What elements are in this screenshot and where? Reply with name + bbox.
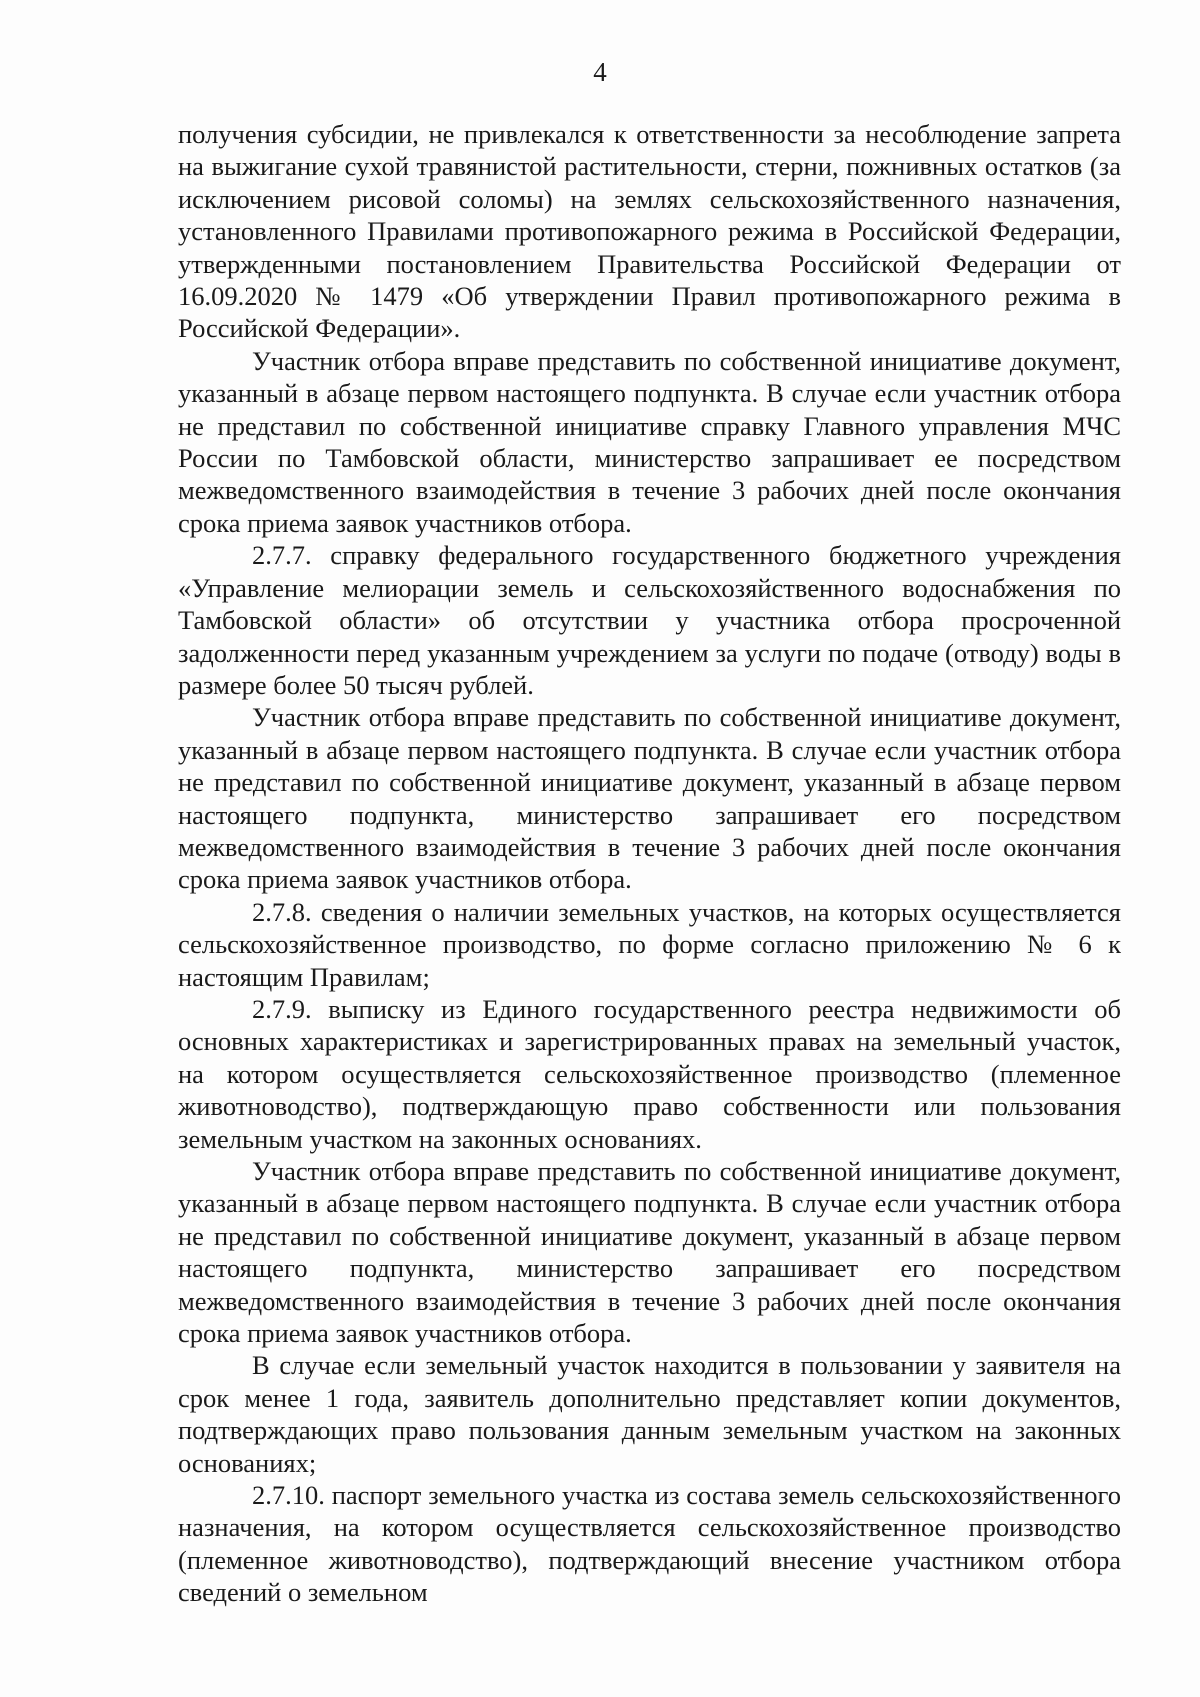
paragraph-participant-right-2: Участник отбора вправе представить по собственной инициативе документ, указанный в абзаце первом настоящего подпункта. В случае если участник отбора не представил по собственной инициативе документ, указанный в абзаце первом настоящего подпункта, министерство запрашивает его посредством межведомственного взаимодействия в течение 3 рабочих дней после окончания срока приема заявок участников отбора.: [178, 702, 1121, 895]
paragraph-item-2-7-9: 2.7.9. выписку из Единого государственного реестра недвижимости об основных характеристиках и зарегистрированных правах на земельный участок, на котором осуществляется сельскохозяйственное производство (племенное животноводство), подтверждающую право собственности или пользования земельным участком на законных основаниях.: [178, 993, 1121, 1154]
paragraph-land-use-note: В случае если земельный участок находится в пользовании у заявителя на срок менее 1 года, заявитель дополнительно представляет копии документов, подтверждающих право пользования данным земельным участком на законных основаниях;: [178, 1350, 1121, 1478]
paragraph-item-2-7-8: 2.7.8. сведения о наличии земельных участков, на которых осуществляется сельскохозяйственное производство, по форме согласно приложению № 6 к настоящим Правилам;: [178, 896, 1121, 992]
page-number: 4: [593, 57, 607, 87]
paragraph-continuation: получения субсидии, не привлекался к ответственности за несоблюдение запрета на выжигание сухой травянистой растительности, стерни, пожнивных остатков (за исключением рисовой соломы) на землях сельскохозяйственного назначения, установленного Правилами противопожарного режима в Российской Федерации, утвержденными постановлением Правительства Российской Федерации от 16.09.2020 № 1479 «Об утверждении Правил противопожарного режима в Российской Федерации».: [178, 119, 1121, 344]
paragraph-participant-right-3: Участник отбора вправе представить по собственной инициативе документ, указанный в абзаце первом настоящего подпункта. В случае если участник отбора не представил по собственной инициативе документ, указанный в абзаце первом настоящего подпункта, министерство запрашивает его посредством межведомственного взаимодействия в течение 3 рабочих дней после окончания срока приема заявок участников отбора.: [178, 1156, 1121, 1349]
document-body: [178, 118, 1121, 1609]
paragraph-item-2-7-7: 2.7.7. справку федерального государственного бюджетного учреждения «Управление мелиорации земель и сельскохозяйственного водоснабжения по Тамбовской области» об отсутствии у участника отбора просроченной задолженности перед указанным учреждением за услуги по подаче (отводу) воды в размере более 50 тысяч рублей.: [178, 540, 1121, 700]
paragraph-item-2-7-10: 2.7.10. паспорт земельного участка из состава земель сельскохозяйственного назначения, на котором осуществляется сельскохозяйственное производство (племенное животноводство), подтверждающий внесение участником отбора сведений о земельном: [178, 1480, 1121, 1608]
paragraph-participant-right-1: Участник отбора вправе представить по собственной инициативе документ, указанный в абзаце первом настоящего подпункта. В случае если участник отбора не представил по собственной инициативе справку Главного управления МЧС России по Тамбовской области, министерство запрашивает ее посредством межведомственного взаимодействия в течение 3 рабочих дней после окончания срока приема заявок участников отбора.: [178, 345, 1121, 538]
